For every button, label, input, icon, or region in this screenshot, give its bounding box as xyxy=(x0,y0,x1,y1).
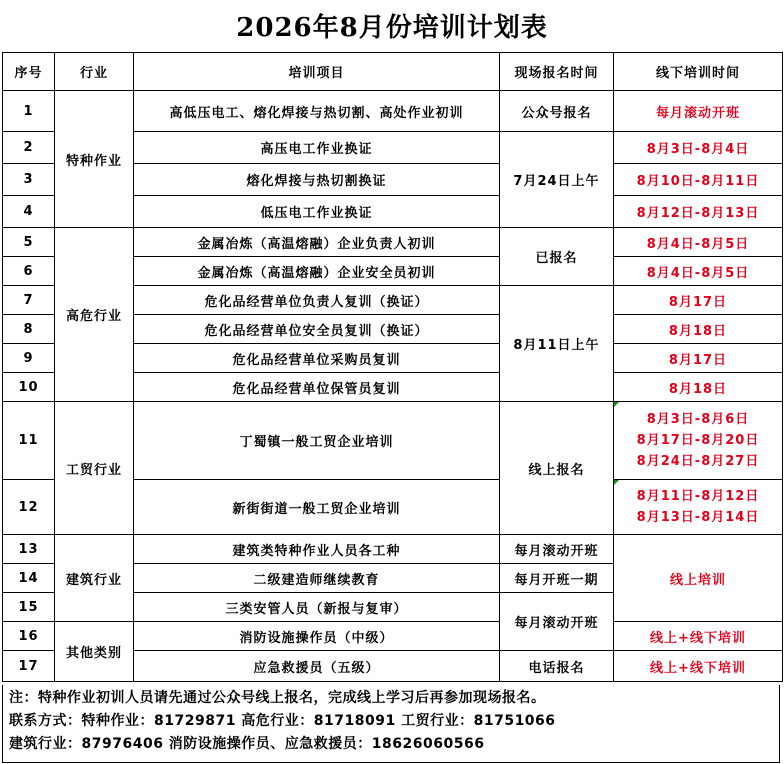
onsite-time-cell: 电话报名 xyxy=(500,651,614,682)
row-number: 15 xyxy=(3,593,55,622)
row-number: 4 xyxy=(3,196,55,228)
project-cell: 新街街道一般工贸企业培训 xyxy=(134,480,500,535)
table-row xyxy=(3,535,783,564)
row-number: 2 xyxy=(3,132,55,164)
offline-date-line: 8月17日-8月20日 xyxy=(636,433,760,448)
offline-time-cell: 线上培训 xyxy=(614,535,783,622)
offline-date-line: 8月3日-8月6日 xyxy=(646,412,750,427)
row-number: 9 xyxy=(3,344,55,373)
table-row xyxy=(3,228,783,257)
project-cell: 丁蜀镇一般工贸企业培训 xyxy=(134,402,500,480)
project-cell: 低压电工作业换证 xyxy=(134,196,500,228)
offline-time-cell: 8月4日-8月5日 xyxy=(614,228,783,257)
row-number: 6 xyxy=(3,257,55,286)
industry-cell: 高危行业 xyxy=(55,228,134,402)
project-cell: 危化品经营单位负责人复训（换证） xyxy=(134,286,500,315)
offline-time-cell: 8月18日 xyxy=(614,315,783,344)
offline-time-cell: 8月10日-8月11日 xyxy=(614,164,783,196)
offline-time-cell: 8月4日-8月5日 xyxy=(614,257,783,286)
industry-cell: 工贸行业 xyxy=(55,402,134,535)
project-cell: 金属冶炼（高温熔融）企业负责人初训 xyxy=(134,228,500,257)
project-cell: 高低压电工、熔化焊接与热切割、高处作业初训 xyxy=(134,91,500,132)
industry-cell: 特种作业 xyxy=(55,91,134,228)
project-cell: 应急救援员（五级） xyxy=(134,651,500,682)
offline-time-cell: 8月3日-8月4日 xyxy=(614,132,783,164)
onsite-time-cell: 线上报名 xyxy=(500,402,614,535)
offline-date-line: 8月24日-8月27日 xyxy=(636,454,760,469)
row-number: 13 xyxy=(3,535,55,564)
project-cell: 建筑类特种作业人员各工种 xyxy=(134,535,500,564)
project-cell: 危化品经营单位保管员复训 xyxy=(134,373,500,402)
project-cell: 高压电工作业换证 xyxy=(134,132,500,164)
notes-section xyxy=(2,685,780,763)
project-cell: 危化品经营单位安全员复训（换证） xyxy=(134,315,500,344)
header-project: 培训项目 xyxy=(134,53,500,91)
page-title: 2026年8月份培训计划表 xyxy=(236,12,548,43)
training-plan-table xyxy=(2,52,783,682)
project-cell: 二级建造师继续教育 xyxy=(134,564,500,593)
table-row xyxy=(3,402,783,480)
offline-date-line: 8月11日-8月12日 xyxy=(636,489,760,504)
row-number: 14 xyxy=(3,564,55,593)
header-no: 序号 xyxy=(3,53,55,91)
project-cell: 熔化焊接与热切割换证 xyxy=(134,164,500,196)
onsite-time-cell: 每月开班一期 xyxy=(500,564,614,593)
contact-line: 建筑行业：87976406 消防设施操作员、应急救援员：18626060566 xyxy=(9,736,485,752)
registration-note: 注：特种作业初训人员请先通过公众号线上报名，完成线上学习后再参加现场报名。 xyxy=(9,690,546,706)
offline-time-cell: 线上+线下培训 xyxy=(614,622,783,651)
offline-time-cell xyxy=(614,480,783,535)
project-cell: 金属冶炼（高温熔融）企业安全员初训 xyxy=(134,257,500,286)
project-cell: 危化品经营单位采购员复训 xyxy=(134,344,500,373)
onsite-time-cell: 8月11日上午 xyxy=(500,286,614,402)
row-number: 16 xyxy=(3,622,55,651)
header-industry: 行业 xyxy=(55,53,134,91)
table-row xyxy=(3,91,783,132)
onsite-time-cell: 已报名 xyxy=(500,228,614,286)
header-onsite-time: 现场报名时间 xyxy=(500,53,614,91)
onsite-time-cell: 公众号报名 xyxy=(500,91,614,132)
row-number: 7 xyxy=(3,286,55,315)
row-number: 12 xyxy=(3,480,55,535)
onsite-time-cell: 每月滚动开班 xyxy=(500,593,614,651)
row-number: 10 xyxy=(3,373,55,402)
row-number: 3 xyxy=(3,164,55,196)
offline-time-cell: 8月17日 xyxy=(614,286,783,315)
header-offline-time: 线下培训时间 xyxy=(614,53,783,91)
row-number: 5 xyxy=(3,228,55,257)
project-cell: 三类安管人员（新报与复审） xyxy=(134,593,500,622)
row-number: 17 xyxy=(3,651,55,682)
row-number: 11 xyxy=(3,402,55,480)
table-row xyxy=(3,622,783,651)
industry-cell: 其他类别 xyxy=(55,622,134,682)
onsite-time-cell: 每月滚动开班 xyxy=(500,535,614,564)
offline-time-cell: 8月17日 xyxy=(614,344,783,373)
offline-time-cell: 8月12日-8月13日 xyxy=(614,196,783,228)
industry-cell: 建筑行业 xyxy=(55,535,134,622)
project-cell: 消防设施操作员（中级） xyxy=(134,622,500,651)
offline-time-cell: 每月滚动开班 xyxy=(614,91,783,132)
offline-time-cell xyxy=(614,402,783,480)
offline-time-cell: 线上+线下培训 xyxy=(614,651,783,682)
row-number: 8 xyxy=(3,315,55,344)
offline-date-line: 8月13日-8月14日 xyxy=(636,510,760,525)
offline-time-cell: 8月18日 xyxy=(614,373,783,402)
contact-line: 联系方式：特种作业：81729871 高危行业：81718091 工贸行业：81751066 xyxy=(9,713,556,729)
header-row xyxy=(3,53,783,91)
row-number: 1 xyxy=(3,91,55,132)
onsite-time-cell: 7月24日上午 xyxy=(500,132,614,228)
